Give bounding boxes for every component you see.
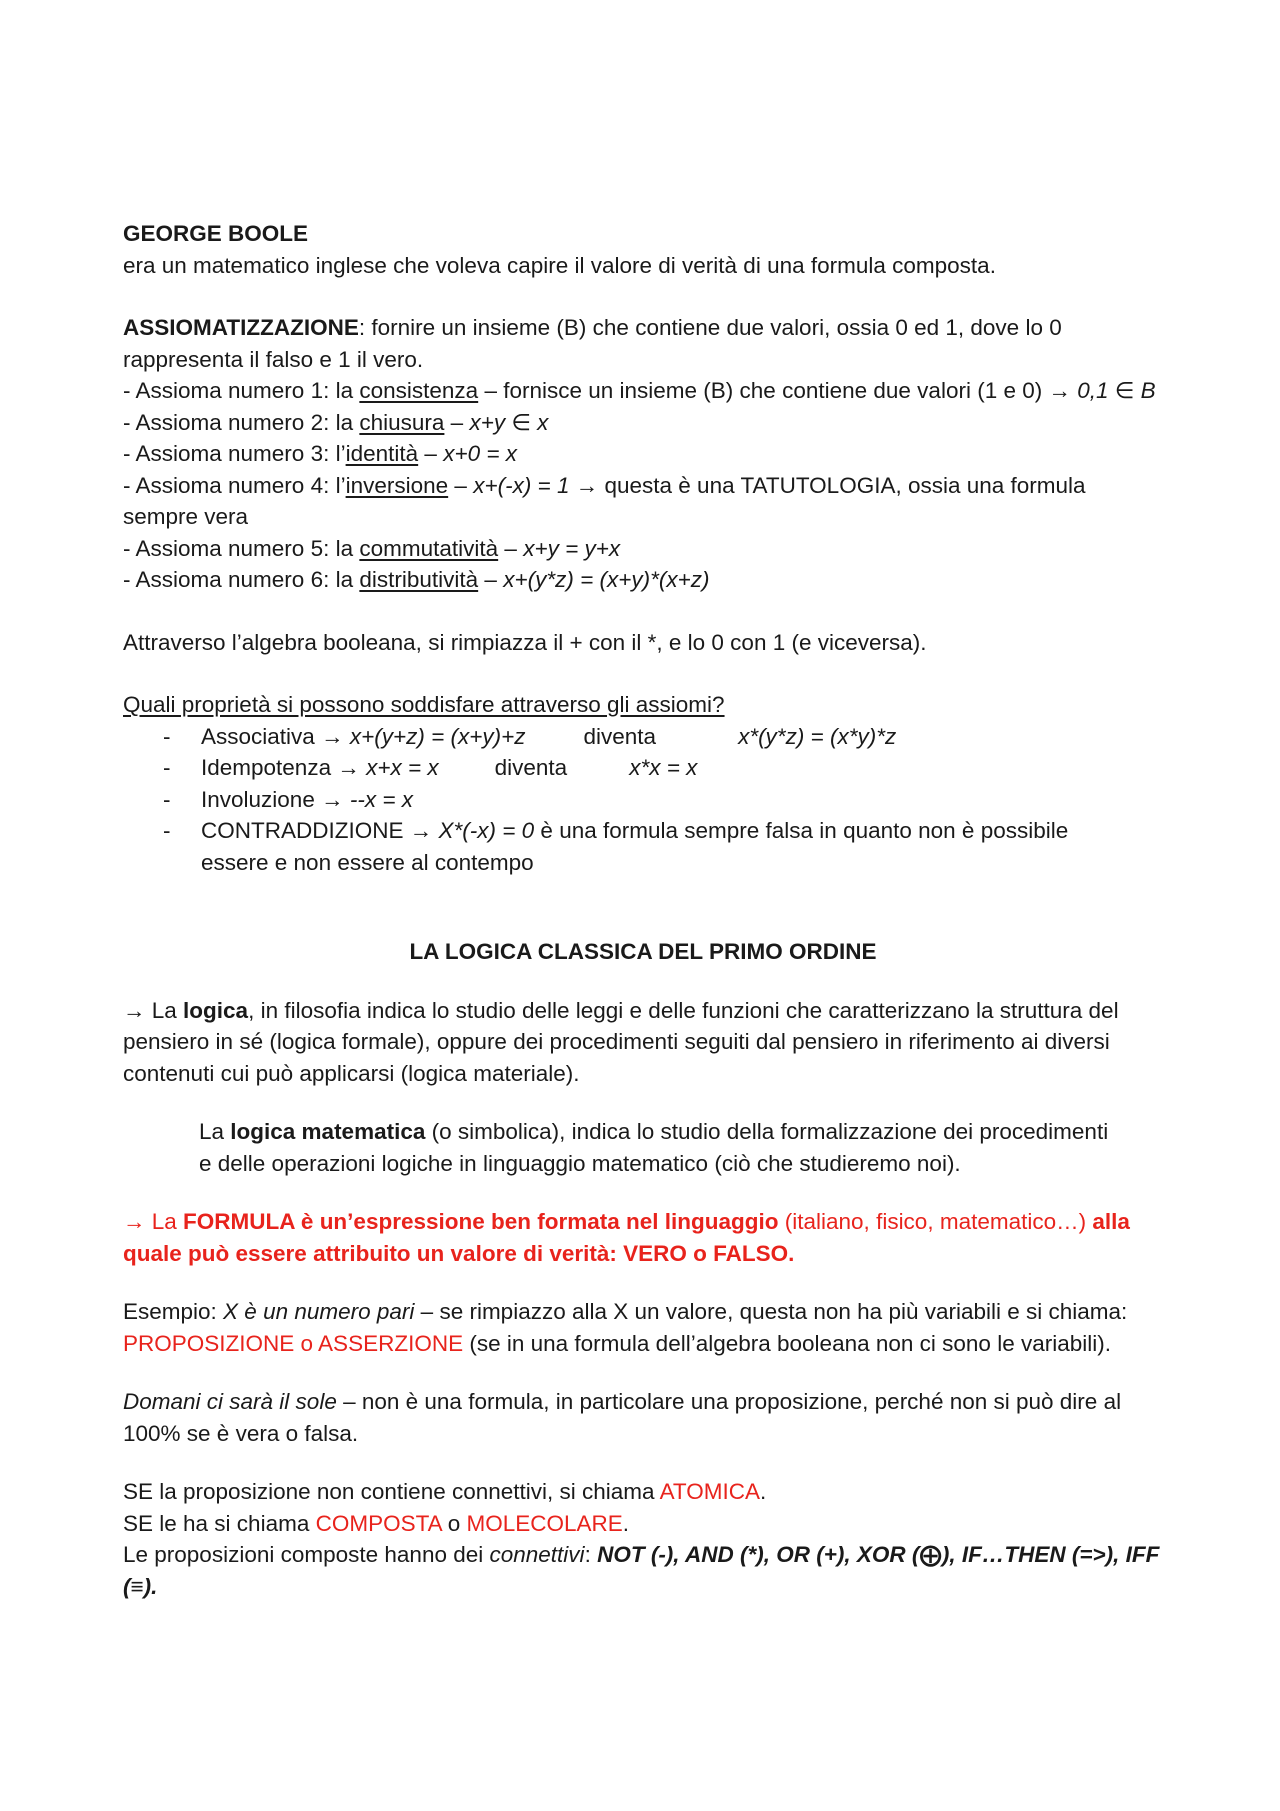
composite-line: SE le ha si chiama COMPOSTA o MOLECOLARE. <box>123 1510 630 1536</box>
property-associativa: - Associativa → x+(y+z) = (x+y)+z diventa x*(y*z) = (x*y)*z <box>163 723 897 749</box>
axiomatization-paragraph: ASSIOMATIZZAZIONE: fornire un insieme (B) che contiene due valori, ossia 0 ed 1, dove lo 0 rappresenta il falso e 1 il vero. <box>123 315 1062 372</box>
section-title-logic: LA LOGICA CLASSICA DEL PRIMO ORDINE <box>409 939 877 964</box>
connectives-line: Le proposizioni composte hanno dei connettivi: NOT (-), AND (*), OR (+), XOR (⨁), IF…THEN (=>), IFF (≡). <box>123 1542 1160 1599</box>
properties-list <box>123 721 1163 879</box>
axiom-3: - Assioma numero 3: l’identità – x+0 = x <box>123 441 517 466</box>
boolean-algebra-note: Attraverso l’algebra booleana, si rimpiazza il + con il *, e lo 0 con 1 (e viceversa). <box>123 629 927 655</box>
axiom-1: - Assioma numero 1: la consistenza – fornisce un insieme (B) che contiene due valori (1 e 0) → 0,1 ∈ B <box>123 378 1156 403</box>
axiom-4: - Assioma numero 4: l’inversione – x+(-x) = 1 → questa è una TATUTOLOGIA, ossia una formula sempre vera <box>123 472 1086 529</box>
property-idempotenza: - Idempotenza → x+x = x diventa x*x = x <box>163 755 698 780</box>
document-page <box>123 218 1163 1602</box>
boole-intro: era un matematico inglese che voleva capire il valore di verità di una formula composta. <box>123 252 996 278</box>
section-title-boole: GEORGE BOOLE <box>123 221 309 246</box>
formula-definition: → La FORMULA è un’espressione ben formata nel linguaggio (italiano, fisico, matematico…) alla quale può essere attribuito un valore di verità: VERO o FALSO. <box>123 1209 1130 1266</box>
axiom-2: - Assioma numero 2: la chiusura – x+y ∈ x <box>123 409 549 435</box>
property-involuzione: - Involuzione → --x = x <box>163 786 413 812</box>
sun-example: Domani ci sarà il sole – non è una formula, in particolare una proposizione, perché non si può dire al 100% se è vera o falsa. <box>123 1389 1122 1446</box>
property-contraddizione: - CONTRADDIZIONE → X*(-x) = 0 è una formula sempre falsa in quanto non è possibile essere e non essere al contempo <box>163 818 1069 875</box>
axiom-6: - Assioma numero 6: la distributività – x+(y*z) = (x+y)*(x+z) <box>123 567 710 592</box>
example-paragraph: Esempio: X è un numero pari – se rimpiazzo alla X un valore, questa non ha più variabili e si chiama: PROPOSIZIONE o ASSERZIONE (se in una formula dell’algebra booleana non ci sono le variabili). <box>123 1299 1128 1356</box>
properties-question: Quali proprietà si possono soddisfare attraverso gli assiomi? <box>123 692 725 717</box>
logic-definition: → La logica, in filosofia indica lo studio delle leggi e delle funzioni che caratterizzano la struttura del pensiero in sé (logica formale), oppure dei procedimenti seguiti dal pensiero in riferimento ai diversi contenuti cui può applicarsi (logica materiale). <box>123 997 1119 1086</box>
axiom-5: - Assioma numero 5: la commutatività – x+y = y+x <box>123 535 621 561</box>
atomic-line: SE la proposizione non contiene connettivi, si chiama ATOMICA. <box>123 1479 767 1504</box>
math-logic-definition: La logica matematica (o simbolica), indica lo studio della formalizzazione dei procedimenti e delle operazioni logiche in linguaggio matematico (ciò che studieremo noi). <box>199 1119 1109 1176</box>
